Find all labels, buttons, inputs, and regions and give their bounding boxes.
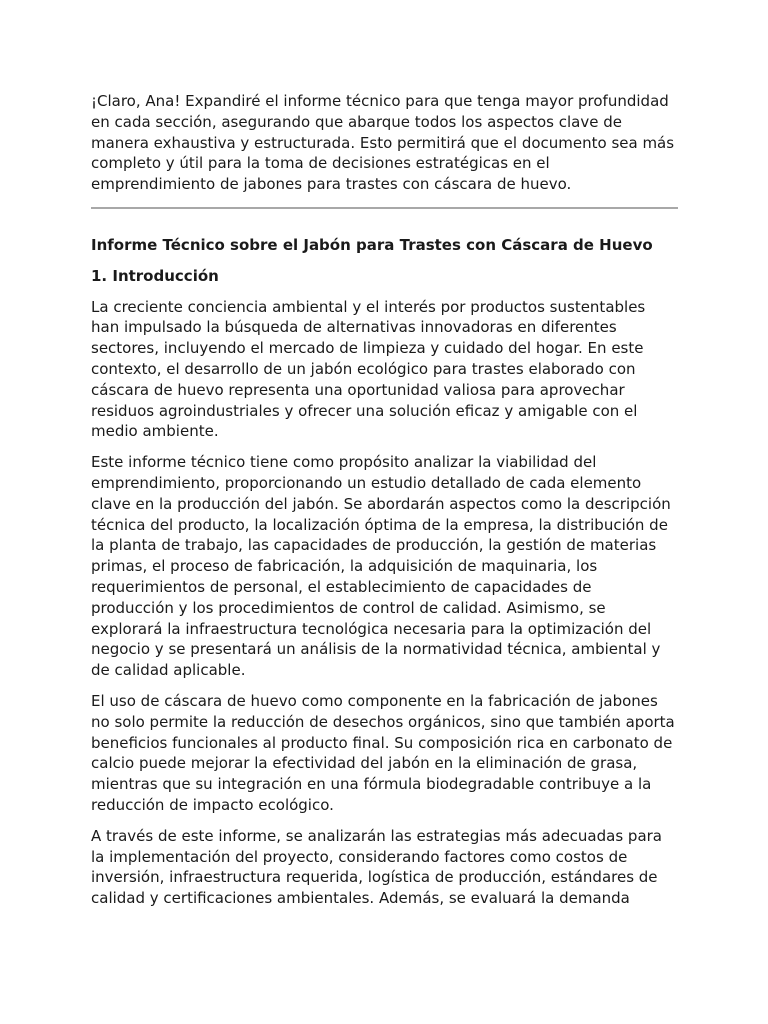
body-paragraph: La creciente conciencia ambiental y el interés por productos sustentables han impulsado la búsqueda de alternativas innovadoras en diferentes sectores, incluyendo el mercado de limpieza y cuidado del hogar. En este contexto, el desarrollo de un jabón ecológico para trastes elaborado con cáscara de huevo representa una oportunidad valiosa para aprovechar residuos agroindustriales y ofrecer una solución eficaz y amigable con el medio ambiente. [91,297,646,441]
report-title: Informe Técnico sobre el Jabón para Trastes con Cáscara de Huevo [91,235,653,254]
intro-paragraph: ¡Claro, Ana! Expandiré el informe técnico para que tenga mayor profundidad en cada sección, asegurando que abarque todos los aspectos clave de manera exhaustiva y estructurada. Esto permitirá que el documento sea más completo y útil para la toma de decisiones estratégicas en el emprendimiento de jabones para trastes con cáscara de huevo. [91,92,675,194]
body-paragraph: Este informe técnico tiene como propósito analizar la viabilidad del emprendimiento, proporcionando un estudio detallado de cada elemento clave en la producción del jabón. Se abordarán aspectos como la descripción técnica del producto, la localización óptima de la empresa, la distribución de la planta de trabajo, las capacidades de producción, la gestión de materias primas, el proceso de fabricación, la adquisición de maquinaria, los requerimientos de personal, el establecimiento de capacidades de producción y los procedimientos de control de calidad. Asimismo, se explorará la infraestructura tecnológica necesaria para la optimización del negocio y se presentará un análisis de la normatividad técnica, ambiental y de calidad aplicable. [91,453,671,680]
section-heading-introduccion: 1. Introducción [91,266,219,285]
body-paragraph: A través de este informe, se analizarán las estrategias más adecuadas para la implementación del proyecto, considerando factores como costos de inversión, infraestructura requerida, logística de producción, estándares de calidad y certificaciones ambientales. Además, se evaluará la demanda [91,826,662,908]
horizontal-divider [91,207,678,209]
body-paragraph: El uso de cáscara de huevo como componente en la fabricación de jabones no solo permite la reducción de desechos orgánicos, sino que también aporta beneficios funcionales al producto final. Su composición rica en carbonato de calcio puede mejorar la efectividad del jabón en la eliminación de grasa, mientras que su integración en una fórmula biodegradable contribuye a la reducción de impacto ecológico. [91,691,675,814]
